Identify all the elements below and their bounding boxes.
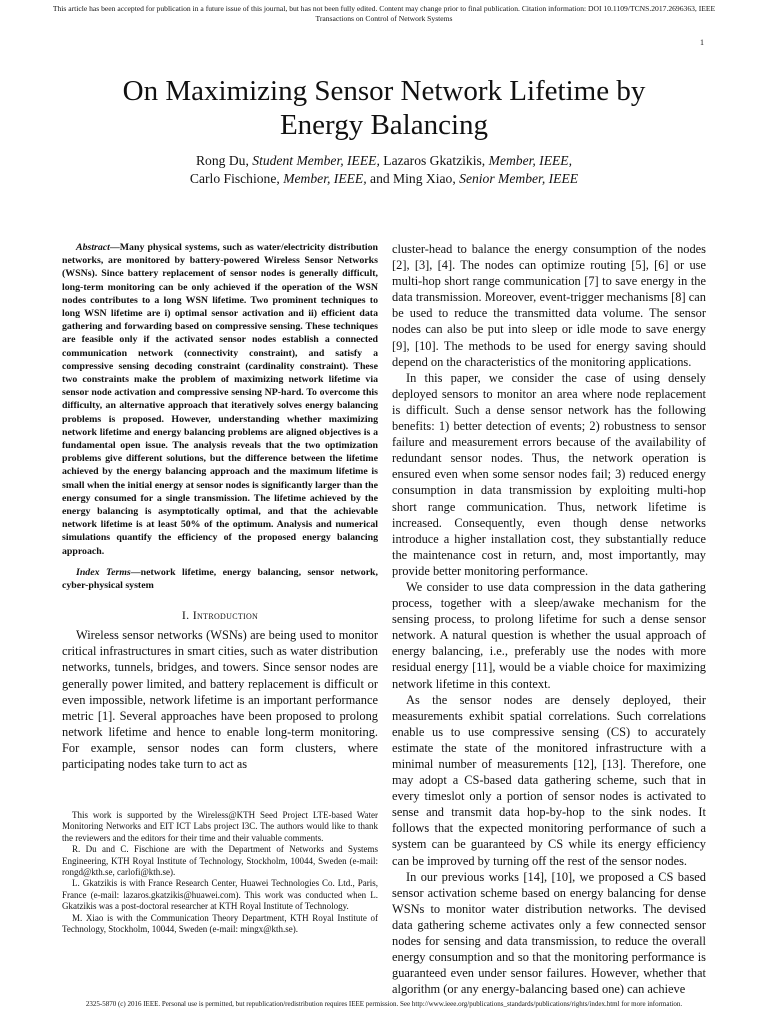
author-line1 [40,152,728,170]
footnote-funding: This work is supported by the Wireless@KTH Seed Project LTE-based Water Monitoring Networks and EIT ICT Labs project I3C. The authors would like to thank the reviewers and the editors for their time and their valuable comments. [62,810,378,843]
footnote-affiliation: R. Du and C. Fischione are with the Department of Networks and Systems Engineering, KTH Royal Institute of Technology, Stockholm, 10044, Sweden (e-mail: rongd@kth.se, carlofi@kth.se). [62,844,378,878]
left-column [62,241,378,772]
section-heading-introduction [62,608,378,623]
paper-title-line2: Energy Balancing [279,109,489,141]
abstract-label: Abstract [76,242,110,253]
index-terms-text: —network lifetime, energy balancing, sensor network, cyber-physical system [62,566,378,592]
page-number: 1 [700,38,704,47]
publication-notice-line2: Transactions on Control of Network Systems [315,14,453,23]
right-column [392,241,706,997]
index-terms-label: Index Terms [76,566,131,578]
footnote-affiliation: M. Xiao is with the Communication Theory Department, KTH Royal Institute of Technology, Stockholm, 10044, Sweden (e-mail: mingx@kth.se). [62,912,378,935]
author-membership: Student Member, IEEE, [252,153,380,168]
author-name: and Ming Xiao, [370,171,456,186]
paragraph: cluster-head to balance the energy consumption of the nodes [2], [3], [4]. The nodes can optimize routing [5], [6] or use multi-hop short range communication [7] to save energy in the data transmission. Moreover, event-trigger mechanisms [8] can be used to reduce the transmitted data volume. The sensor nodes can also be put into sleep or idle mode to save energy [9], [10]. The methods to be used for energy saving should depend on the characteristics of the monitoring applications. [392,242,706,369]
paper-title [40,74,728,142]
author-name: Lazaros Gkatzikis, [383,153,486,168]
paper-title-line1: On Maximizing Sensor Network Lifetime by [122,75,646,107]
author-membership: Member, IEEE, [488,153,573,168]
section-numeral: I. [181,608,190,623]
paragraph: We consider to use data compression in the data gathering process, together with a sleep/awake mechanism for the sensing process, to prolong lifetime for such a dense sensor network. A natural question is whether the usual approach of energy balancing, i.e., preferably use the nodes with more residual energy [11], would be a viable choice for maximizing network lifetime in this context. [392,579,706,691]
publication-notice [30,4,738,24]
paragraph: As the sensor nodes are densely deployed, their measurements exhibit spatial correlations. Such correlations enable us to use compressive sensing (CS) to accurately estimate the state of the monitored infrastructure with a minimal number of measurements [12], [13]. Therefore, one may adopt a CS-based data gathering scheme, such that in every timeslot only a portion of sensor nodes is activated to sense and transmit data hop-by-hop to the sink nodes. It follows that the expected monitoring performance of such a system can be guaranteed by CS while its energy efficiency can be improved by turning off the rest of the sensor nodes. [392,692,706,868]
publication-notice-line1: This article has been accepted for publication in a future issue of this journal, but has not been fully edited. Content may change prior to final publication. Citation information: DOI 10.1109/TCNS.2017.2696363, IEEE [52,4,716,13]
author-name: Carlo Fischione, [189,171,280,186]
author-name: Rong Du, [195,153,249,168]
author-list [40,152,728,188]
abstract [62,241,378,558]
paragraph: Wireless sensor networks (WSNs) are being used to monitor critical infrastructures in smart cities, such as water distribution networks, tunnels, bridges, and towers. Since sensor nodes are generally power limited, and battery replacement is difficult or even impossible, network lifetime is an important performance metric [1]. Several approaches have been proposed to prolong network lifetime and hence to enable long-term monitoring. For example, sensor nodes can form clusters, where participating nodes take turn to act as [62,628,378,772]
footnotes [62,810,378,935]
author-membership: Senior Member, IEEE [459,171,579,186]
abstract-text: —Many physical systems, such as water/electricity distribution networks, are monitored by battery-powered Wireless Sensor Networks (WSNs). Since battery replacement of sensor nodes is generally difficult, long-term monitoring can be only achieved if the operation of the WSN nodes contributes to a long WSN lifetime. Two prominent techniques to long WSN lifetime are i) optimal sensor activation and ii) efficient data gathering and forwarding based on compressive sensing. These techniques are feasible only if the activated sensor nodes establish a connected communication network (connectivity constraint), and satisfy a compressive sensing decoding constraint (cardinality constraint). These two constraints make the problem of maximizing network lifetime via sensor node activation and compressive sensing NP-hard. To overcome this difficulty, an alternative approach that iteratively solves energy balancing problems is proposed. However, understanding whether maximizing network lifetime and energy balancing problems are aligned objectives is a fundamental open issue. The analysis reveals that the two optimization problems give different solutions, but the difference between the lifetime achieved by the energy balancing approach and the maximum lifetime is small when the initial energy at sensor nodes is significantly larger than the energy consumed for a single transmission. The lifetime achieved by the energy balancing is asymptotically optimal, and that the achievable network lifetime is at least 50% of the optimum. Analysis and numerical simulations quantify the efficiency of the proposed energy balancing approach. [62,242,378,557]
paragraph: In this paper, we consider the case of using densely deployed sensors to monitor an area where node replacement is difficult. Such a dense sensor network has the following benefits: 1) better detection of events; 2) robustness to sensor failure and measurement errors because of the availability of redundant sensor nodes. Thus, the network operation is ensured even when some sensor nodes fail; 3) reduced energy consumption in data transmission by exploiting multi-hop short range communication. Thus, network lifetime is increased. Consequently, even though dense networks introduce a higher installation cost, they substantially reduce the maintenance cost in return, and, most importantly, may provide better monitoring performance. [392,370,706,578]
footnote-affiliation: L. Gkatzikis is with France Research Center, Huawei Technologies Co. Ltd., Paris, France (e-mail: lazaros.gkatzikis@huawei.com). This work was conducted when L. Gkatzikis was a post-doctoral researcher at KTH Royal Institute of Technology. [62,878,378,912]
copyright-footer: 2325-5870 (c) 2016 IEEE. Personal use is permitted, but republication/redistribution requires IEEE permission. See http://www.ieee.org/publications_standards/publications/rights/index.html for more information. [85,1000,683,1008]
index-terms [62,566,378,592]
section-title: Introduction [192,608,259,623]
author-line2 [40,170,728,188]
author-membership: Member, IEEE, [283,171,367,186]
paragraph: In our previous works [14], [10], we proposed a CS based sensor activation scheme based on energy balancing for dense WSNs to monitor water distribution networks. The devised data gathering scheme activates only a few connected sensor nodes for sensing and data transmission, to reduce the overall energy consumption and so that the monitoring performance is guaranteed even under sensor failures. However, whether that algorithm (or any energy-balancing based one) can achieve [392,869,706,997]
